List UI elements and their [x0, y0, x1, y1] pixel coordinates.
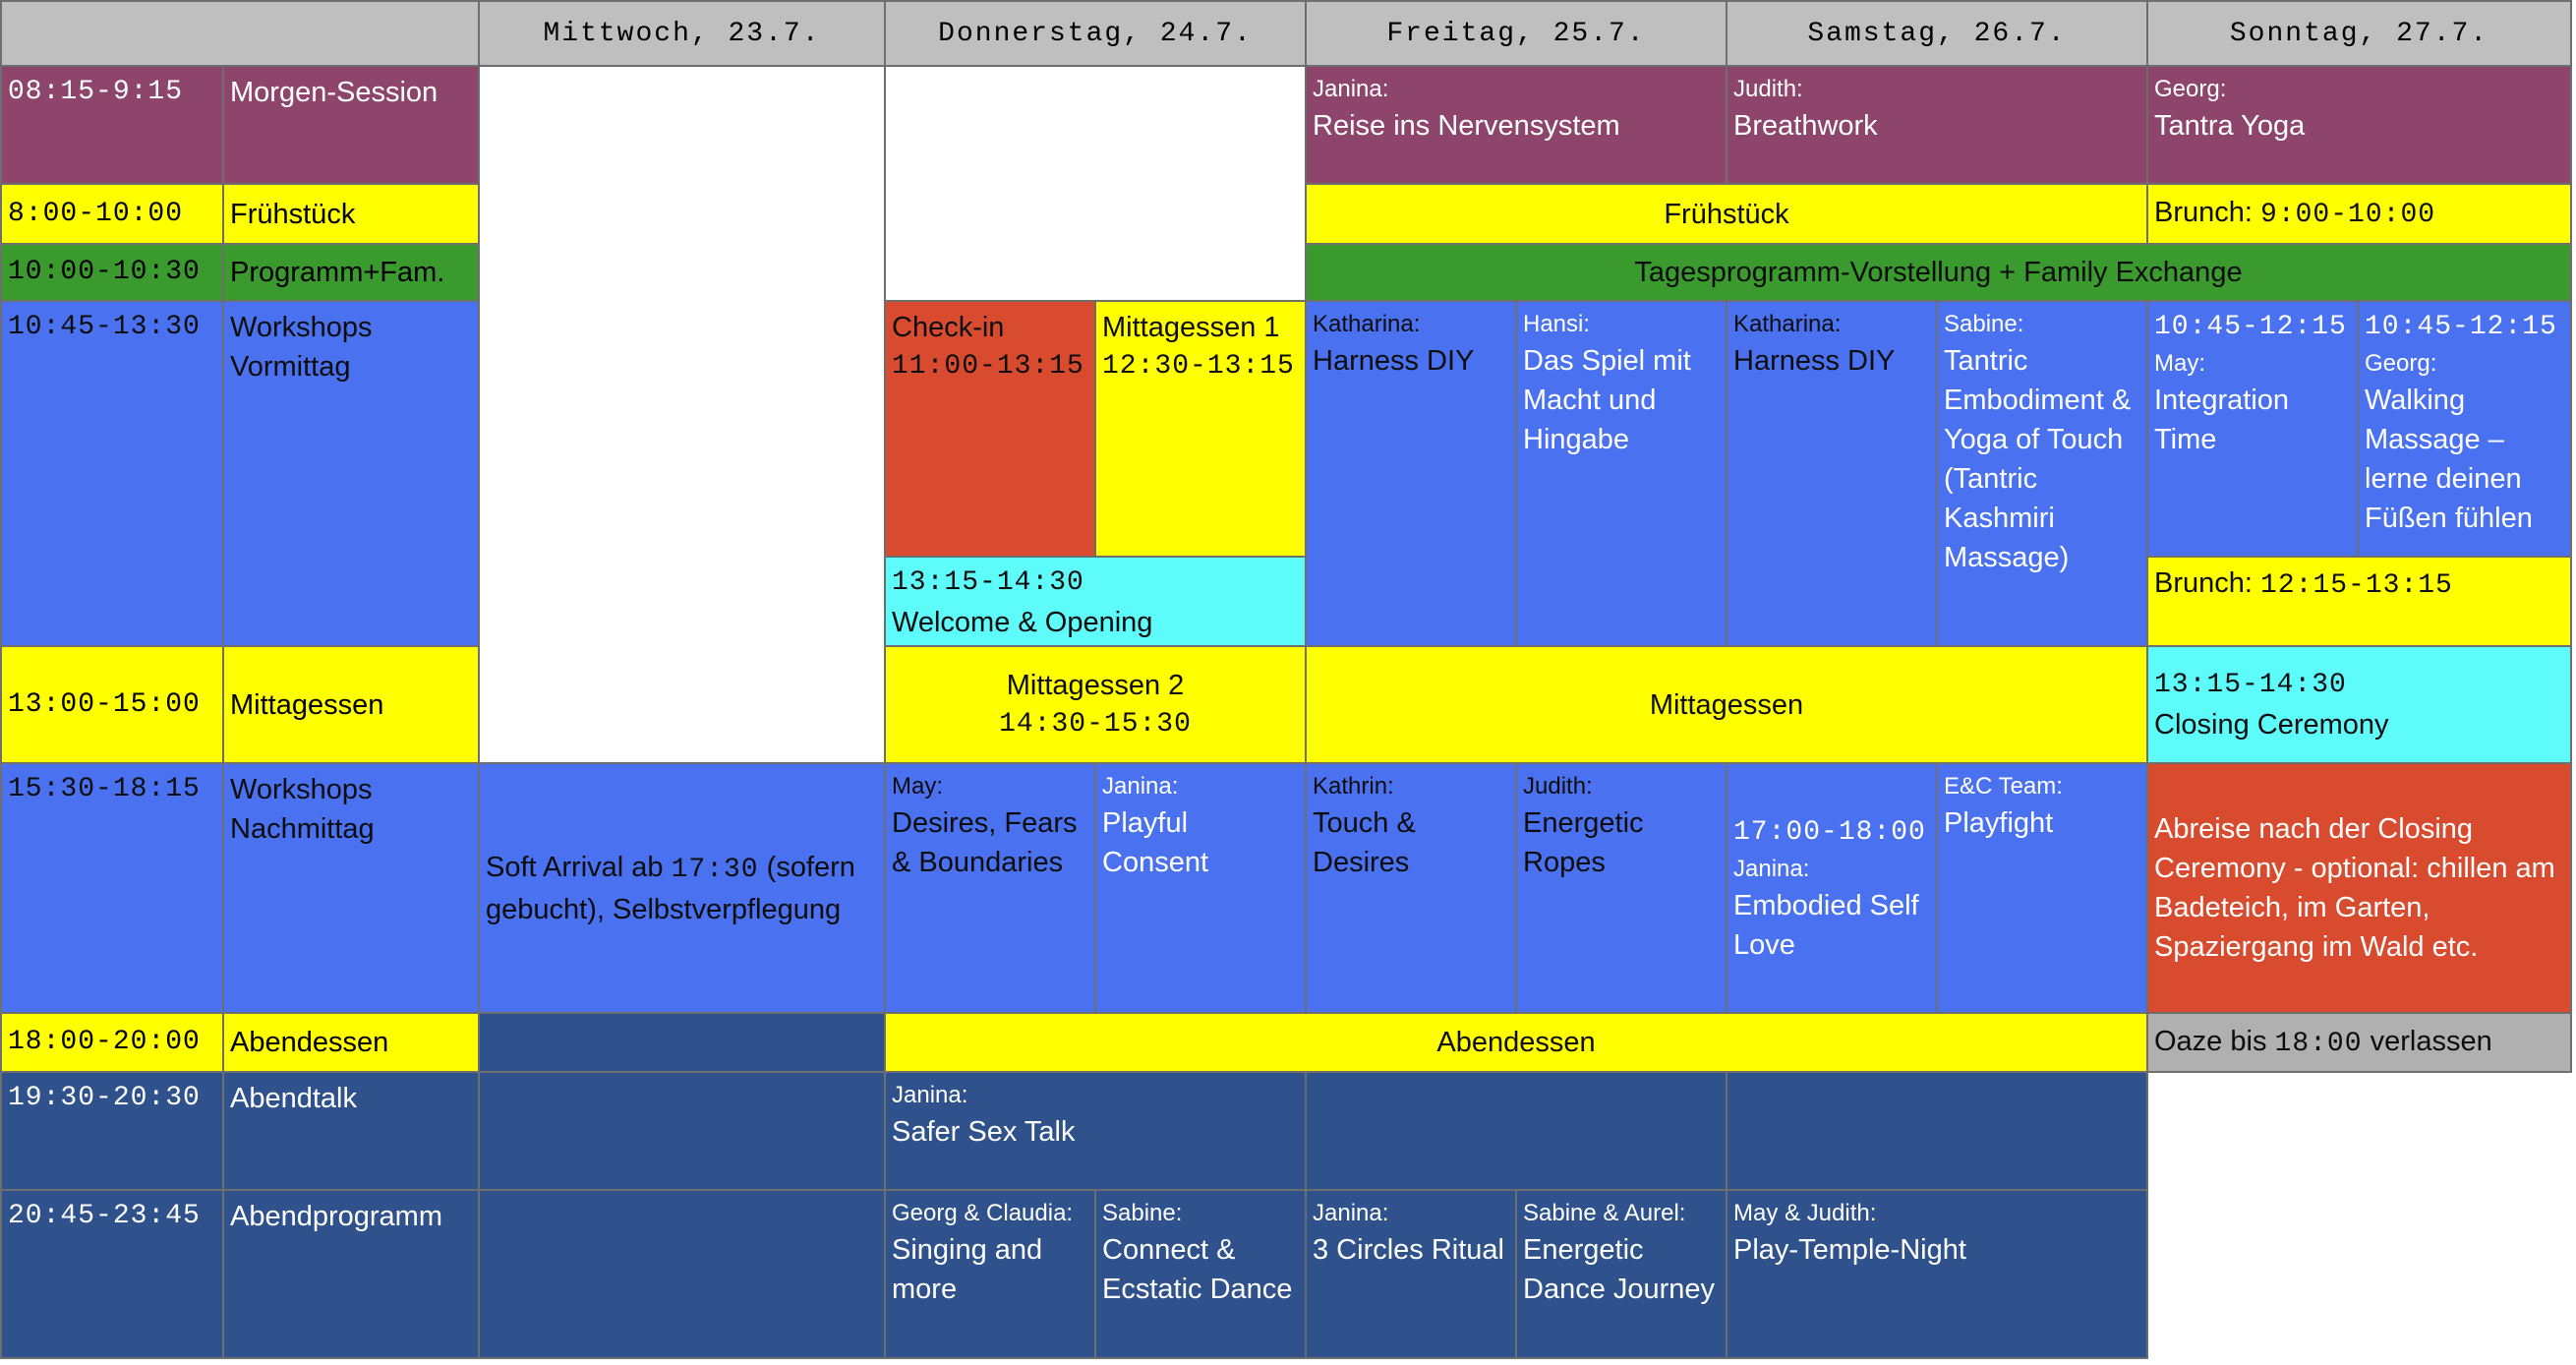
sun-workshop-am-1: 10:45-12:15 May: Integration Time: [2146, 300, 2359, 558]
sat-workshop-am-1: Katharina: Harness DIY: [1726, 300, 1938, 647]
header-corner: [0, 0, 480, 67]
thu-welcome-opening: 13:15-14:30 Welcome & Opening: [884, 556, 1307, 647]
fri-workshop-pm-2: Judith: Energetic Ropes: [1515, 762, 1727, 1014]
day-header-thu: Donnerstag, 24.7.: [884, 0, 1307, 67]
sun-leave-oaze: Oaze bis 18:00 verlassen: [2146, 1012, 2572, 1073]
row-label-breakfast: Frühstück: [222, 183, 480, 245]
wed-blank: [478, 65, 886, 764]
fri-evening-program-2: Sabine & Aurel: Energetic Dance Journey: [1515, 1189, 1727, 1359]
wed-soft-arrival: Soft Arrival ab 17:30 (sofern gebucht), Selbstverpflegung: [478, 762, 886, 1014]
row-time-morning: 08:15-9:15: [0, 65, 224, 185]
row-time-program: 10:00-10:30: [0, 243, 224, 302]
row-label-evening-program: Abendprogramm: [222, 1189, 480, 1359]
fri-morning-session: Janina: Reise ins Nervensystem: [1305, 65, 1727, 185]
row-time-lunch: 13:00-15:00: [0, 645, 224, 764]
wed-dinner-slot: [478, 1012, 886, 1073]
row-time-workshops-pm: 15:30-18:15: [0, 762, 224, 1014]
thu-evening-program-1: Georg & Claudia: Singing and more: [884, 1189, 1096, 1359]
thu-evening-program-2: Sabine: Connect & Ecstatic Dance: [1094, 1189, 1307, 1359]
day-header-wed: Mittwoch, 23.7.: [478, 0, 886, 67]
fri-sun-program-exchange: Tagesprogramm-Vorstellung + Family Exchange: [1305, 243, 2572, 302]
thu-evening-talk: Janina: Safer Sex Talk: [884, 1071, 1307, 1191]
row-label-workshops-pm: Workshops Nachmittag: [222, 762, 480, 1014]
sun-workshop-am-2: 10:45-12:15 Georg: Walking Massage – lerne deinen Füßen fühlen: [2357, 300, 2572, 558]
row-label-program: Programm+Fam.: [222, 243, 480, 302]
row-time-evening-program: 20:45-23:45: [0, 1189, 224, 1359]
sat-workshop-pm-1: 17:00-18:00 Janina: Embodied Self Love: [1726, 762, 1938, 1014]
fri-workshop-am-2: Hansi: Das Spiel mit Macht und Hingabe: [1515, 300, 1727, 647]
sat-morning-session: Judith: Breathwork: [1726, 65, 2148, 185]
day-header-fri: Freitag, 25.7.: [1305, 0, 1727, 67]
sun-departure: Abreise nach der Closing Ceremony - optional: chillen am Badeteich, im Garten, Spaziergang im Wald etc.: [2146, 762, 2572, 1014]
thu-lunch-2: Mittagessen 2 14:30-15:30: [884, 645, 1307, 764]
fri-evening-talk-slot: [1305, 1071, 1727, 1191]
thu-workshop-pm-1: May: Desires, Fears & Boundaries: [884, 762, 1096, 1014]
sat-workshop-am-2: Sabine: Tantric Embodiment & Yoga of Touch (Tantric Kashmiri Massage): [1936, 300, 2148, 647]
thu-checkin: Check-in 11:00-13:15: [884, 300, 1096, 558]
fri-evening-program-1: Janina: 3 Circles Ritual: [1305, 1189, 1517, 1359]
row-label-dinner: Abendessen: [222, 1012, 480, 1073]
row-label-lunch: Mittagessen: [222, 645, 480, 764]
sun-brunch: Brunch: 9:00-10:00: [2146, 183, 2572, 245]
row-label-evening-talk: Abendtalk: [222, 1071, 480, 1191]
wed-evening-talk-slot: [478, 1071, 886, 1191]
thu-blank: [884, 65, 1307, 302]
sun-brunch-2: Brunch: 12:15-13:15: [2146, 556, 2572, 647]
row-time-evening-talk: 19:30-20:30: [0, 1071, 224, 1191]
row-time-dinner: 18:00-20:00: [0, 1012, 224, 1073]
row-time-breakfast: 8:00-10:00: [0, 183, 224, 245]
sat-workshop-pm-2: E&C Team: Playfight: [1936, 762, 2148, 1014]
day-header-sat: Samstag, 26.7.: [1726, 0, 2148, 67]
thu-sat-dinner: Abendessen: [884, 1012, 2148, 1073]
sat-evening-talk-slot: [1726, 1071, 2148, 1191]
fri-workshop-pm-1: Kathrin: Touch & Desires: [1305, 762, 1517, 1014]
fri-sat-lunch: Mittagessen: [1305, 645, 2148, 764]
sun-morning-session: Georg: Tantra Yoga: [2146, 65, 2572, 185]
thu-workshop-pm-2: Janina: Playful Consent: [1094, 762, 1307, 1014]
thu-lunch-1: Mittagessen 1 12:30-13:15: [1094, 300, 1307, 558]
row-label-morning: Morgen-Session: [222, 65, 480, 185]
row-time-workshops-am: 10:45-13:30: [0, 300, 224, 647]
fri-workshop-am-1: Katharina: Harness DIY: [1305, 300, 1517, 647]
sat-evening-program: May & Judith: Play-Temple-Night: [1726, 1189, 2148, 1359]
wed-evening-program-slot: [478, 1189, 886, 1359]
sun-closing-ceremony: 13:15-14:30 Closing Ceremony: [2146, 645, 2572, 764]
day-header-sun: Sonntag, 27.7.: [2146, 0, 2572, 67]
row-label-workshops-am: Workshops Vormittag: [222, 300, 480, 647]
fri-sat-breakfast: Frühstück: [1305, 183, 2148, 245]
